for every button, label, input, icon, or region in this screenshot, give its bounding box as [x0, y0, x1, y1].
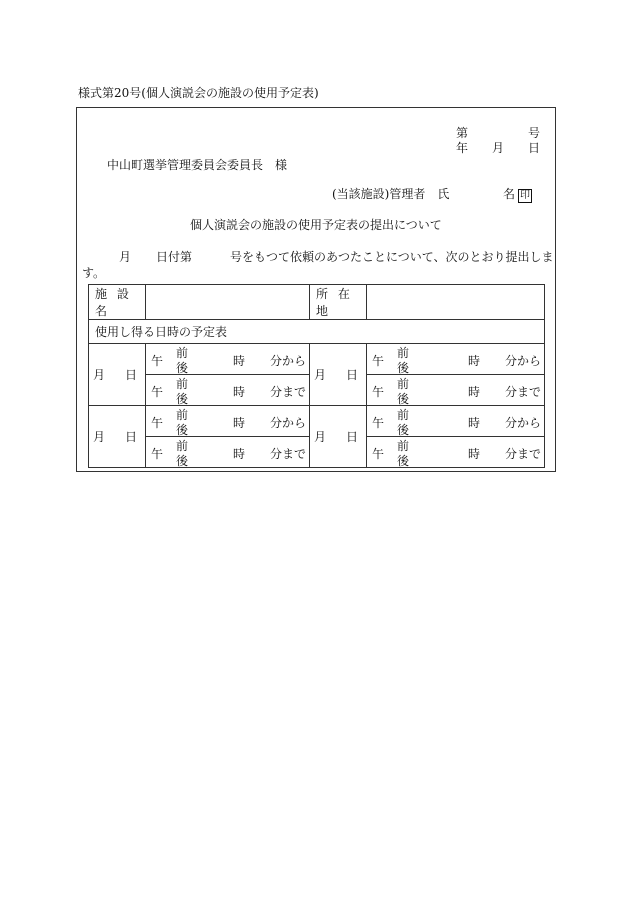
hour-label: 時 [233, 385, 246, 399]
hour-label: 時 [468, 416, 481, 430]
time-from-cell[interactable] [367, 406, 545, 437]
doc-number-go: 号 [528, 126, 541, 140]
from-label: 分から [270, 354, 307, 368]
am-label: 前 [176, 408, 189, 422]
form-label: 様式第20号(個人演説会の施設の使用予定表) [78, 86, 319, 100]
document-title: 個人演説会の施設の使用予定表の提出について [190, 218, 442, 232]
pm-label: 後 [397, 423, 410, 437]
month-day-cell[interactable]: 月 日 [89, 406, 146, 468]
time-from-cell[interactable] [146, 344, 310, 375]
ampm-label: 午 [372, 354, 385, 368]
time-until-cell[interactable] [367, 437, 545, 468]
doc-date-month: 月 [492, 141, 505, 155]
doc-number-dai: 第 [456, 126, 469, 140]
am-label: 前 [176, 439, 189, 453]
pm-label: 後 [176, 361, 189, 375]
time-from-cell[interactable] [367, 344, 545, 375]
month-day-cell[interactable]: 月 日 [310, 344, 367, 406]
pm-label: 後 [176, 423, 189, 437]
am-label: 前 [397, 346, 410, 360]
am-label: 前 [397, 439, 410, 453]
sender-label: (当該施設)管理者 氏 [332, 187, 450, 201]
until-label: 分まで [505, 447, 542, 461]
schedule-label: 使用し得る日時の予定表 [89, 320, 545, 344]
from-label: 分から [505, 354, 542, 368]
schedule-title-row [89, 320, 545, 344]
schedule-row [89, 344, 545, 375]
doc-date-day: 日 [528, 141, 541, 155]
am-label: 前 [397, 408, 410, 422]
pm-label: 後 [397, 361, 410, 375]
seal-mark: 印 [520, 190, 531, 201]
pm-label: 後 [397, 392, 410, 406]
doc-date-year: 年 [456, 141, 469, 155]
location-label: 所 在 地 [310, 285, 367, 320]
sender-name-suffix: 名 印 [503, 187, 531, 201]
hour-label: 時 [468, 385, 481, 399]
ampm-label: 午 [372, 416, 385, 430]
month-day-cell[interactable]: 月 日 [89, 344, 146, 406]
facility-name-label: 施 設 名 [89, 285, 146, 320]
pm-label: 後 [176, 392, 189, 406]
pm-label: 後 [176, 454, 189, 468]
location-value[interactable] [367, 285, 545, 320]
hour-label: 時 [233, 416, 246, 430]
am-label: 前 [397, 377, 410, 391]
month-day-cell[interactable]: 月 日 [310, 406, 367, 468]
until-label: 分まで [270, 447, 307, 461]
until-label: 分まで [270, 385, 307, 399]
schedule-table [88, 284, 545, 468]
ampm-label: 午 [151, 416, 164, 430]
ampm-label: 午 [372, 447, 385, 461]
until-label: 分まで [505, 385, 542, 399]
addressee: 中山町選挙管理委員会委員長 様 [107, 158, 288, 172]
from-label: 分から [505, 416, 542, 430]
body-month: 月 [119, 250, 132, 264]
body-text-end: す。 [82, 266, 106, 280]
facility-name-value[interactable] [146, 285, 310, 320]
time-until-cell[interactable] [146, 437, 310, 468]
hour-label: 時 [233, 354, 246, 368]
hour-label: 時 [468, 447, 481, 461]
schedule-row [89, 406, 545, 437]
ampm-label: 午 [372, 385, 385, 399]
time-from-cell[interactable] [146, 406, 310, 437]
am-label: 前 [176, 377, 189, 391]
hour-label: 時 [468, 354, 481, 368]
am-label: 前 [176, 346, 189, 360]
body-text: 号をもつて依頼のあつたことについて、次のとおり提出しま [230, 250, 554, 264]
pm-label: 後 [397, 454, 410, 468]
body-date: 日付第 [156, 250, 193, 264]
time-until-cell[interactable] [146, 375, 310, 406]
facility-row [89, 285, 545, 320]
hour-label: 時 [233, 447, 246, 461]
ampm-label: 午 [151, 447, 164, 461]
ampm-label: 午 [151, 385, 164, 399]
from-label: 分から [270, 416, 307, 430]
ampm-label: 午 [151, 354, 164, 368]
time-until-cell[interactable] [367, 375, 545, 406]
